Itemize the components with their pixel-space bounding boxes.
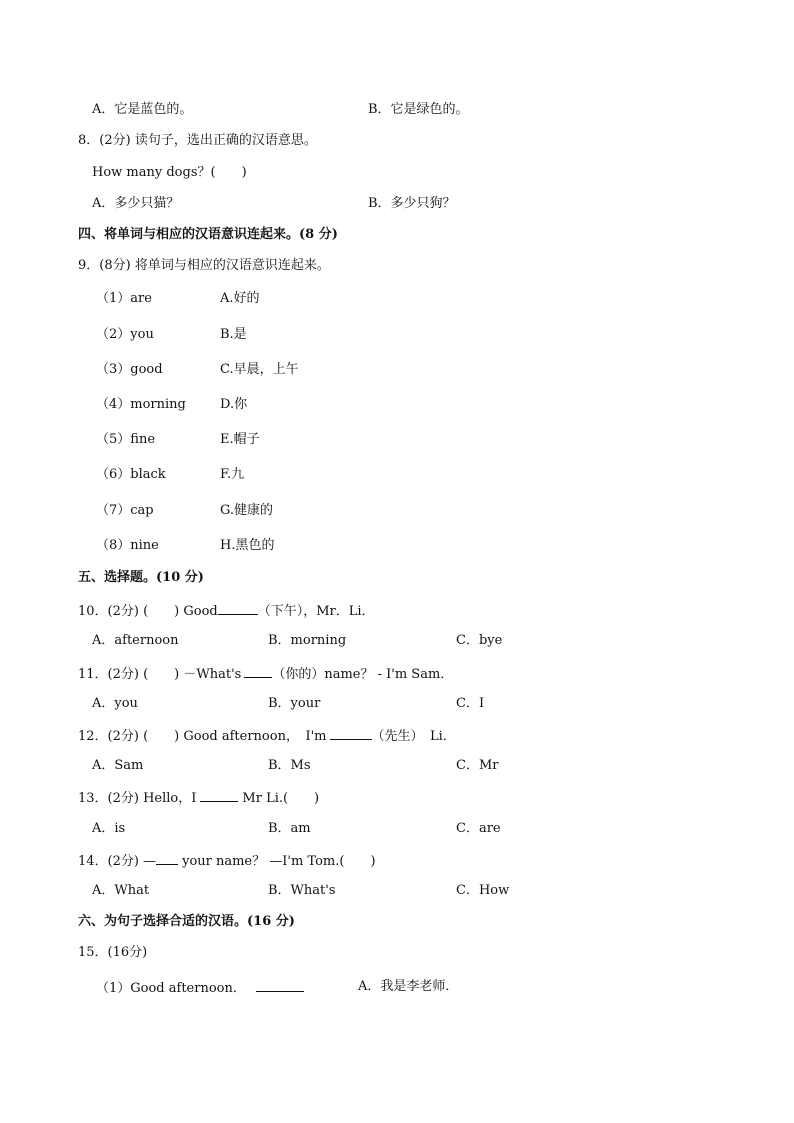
q10-option-b: B．morning — [268, 633, 347, 648]
q9-word: （4）morning — [96, 397, 186, 412]
q12-option-b: B．Ms — [268, 758, 311, 773]
q11-answer-blank[interactable] — [244, 664, 272, 678]
q8-sentence: How many dogs？( ) — [92, 165, 247, 180]
q14-stem — [78, 851, 376, 871]
q14-stem-end: your name？ —I'm Tom.( ) — [182, 854, 376, 869]
q15-item-1-text: （1）Good afternoon． — [96, 981, 246, 996]
q9-word: （7）cap — [96, 503, 154, 518]
q13-stem-start: 13．(2分) Hello，I — [78, 791, 197, 806]
q11-stem-end: （你的）name？ - I'm Sam． — [272, 667, 454, 682]
q14-option-a: A．What — [92, 883, 150, 898]
q9-stem: 9．(8分) 将单词与相应的汉语意识连起来。 — [78, 258, 330, 273]
q15-item-1-answer-blank[interactable] — [256, 978, 304, 992]
q13-stem — [78, 788, 319, 808]
q8-option-a: A．多少只猫？ — [92, 196, 180, 211]
q15-option-a: A．我是李老师． — [358, 979, 459, 994]
q9-meaning: E.帽子 — [220, 432, 260, 447]
q7-option-a: A．它是蓝色的。 — [92, 102, 193, 117]
q13-option-c: C．are — [456, 821, 501, 836]
q11-option-c: C．I — [456, 696, 485, 711]
q9-word: （3）good — [96, 362, 163, 377]
q10-answer-blank[interactable] — [218, 601, 258, 615]
q11-stem — [78, 664, 453, 684]
q14-option-c: C．How — [456, 883, 510, 898]
q11-stem-start: 11．(2分) ( ) －What's — [78, 667, 242, 682]
q11-option-b: B．your — [268, 696, 321, 711]
q10-option-c: C．bye — [456, 633, 503, 648]
q12-stem-start: 12．(2分) ( ) Good afternoon， I'm — [78, 729, 327, 744]
q10-option-a: A．afternoon — [92, 633, 179, 648]
q9-meaning: B.是 — [220, 327, 247, 342]
q13-option-b: B．am — [268, 821, 311, 836]
q12-answer-blank[interactable] — [330, 726, 372, 740]
q10-stem-end: （下午），Mr．Li． — [257, 604, 375, 619]
q8-option-b: B．多少只狗？ — [368, 196, 456, 211]
q14-stem-start: 14．(2分) — — [78, 854, 157, 869]
q13-option-a: A．is — [92, 821, 126, 836]
q8-stem: 8．(2分) 读句子，选出正确的汉语意思。 — [78, 133, 317, 148]
q14-answer-blank[interactable] — [156, 851, 178, 865]
q9-word: （1）are — [96, 291, 152, 306]
q9-meaning: A.好的 — [220, 291, 260, 306]
q12-option-a: A．Sam — [92, 758, 144, 773]
section-5-title: 五、选择题。(10 分) — [78, 570, 204, 585]
section-6-title: 六、为句子选择合适的汉语。(16 分) — [78, 914, 295, 929]
q13-answer-blank[interactable] — [200, 788, 238, 802]
q13-stem-end: Mr Li.( ) — [242, 791, 320, 806]
q9-meaning: F.九 — [220, 467, 245, 482]
q9-word: （6）black — [96, 467, 166, 482]
q10-stem-start: 10．(2分) ( ) Good — [78, 604, 218, 619]
section-4-title: 四、将单词与相应的汉语意识连起来。(8 分) — [78, 227, 338, 242]
q11-option-a: A．you — [92, 696, 138, 711]
q15-stem: 15．(16分) — [78, 945, 148, 960]
q12-option-c: C．Mr — [456, 758, 499, 773]
q12-stem — [78, 726, 456, 746]
q7-option-b: B．它是绿色的。 — [368, 102, 469, 117]
q9-meaning: G.健康的 — [220, 503, 274, 518]
q9-meaning: D.你 — [220, 397, 248, 412]
q9-meaning: H.黑色的 — [220, 538, 275, 553]
q9-meaning: C.早晨，上午 — [220, 362, 299, 377]
q9-word: （8）nine — [96, 538, 159, 553]
q12-stem-end: （先生） Li． — [371, 729, 456, 744]
q9-word: （5）fine — [96, 432, 156, 447]
q15-item-1 — [96, 978, 304, 998]
q14-option-b: B．What's — [268, 883, 336, 898]
q9-word: （2）you — [96, 327, 154, 342]
q10-stem — [78, 601, 375, 621]
